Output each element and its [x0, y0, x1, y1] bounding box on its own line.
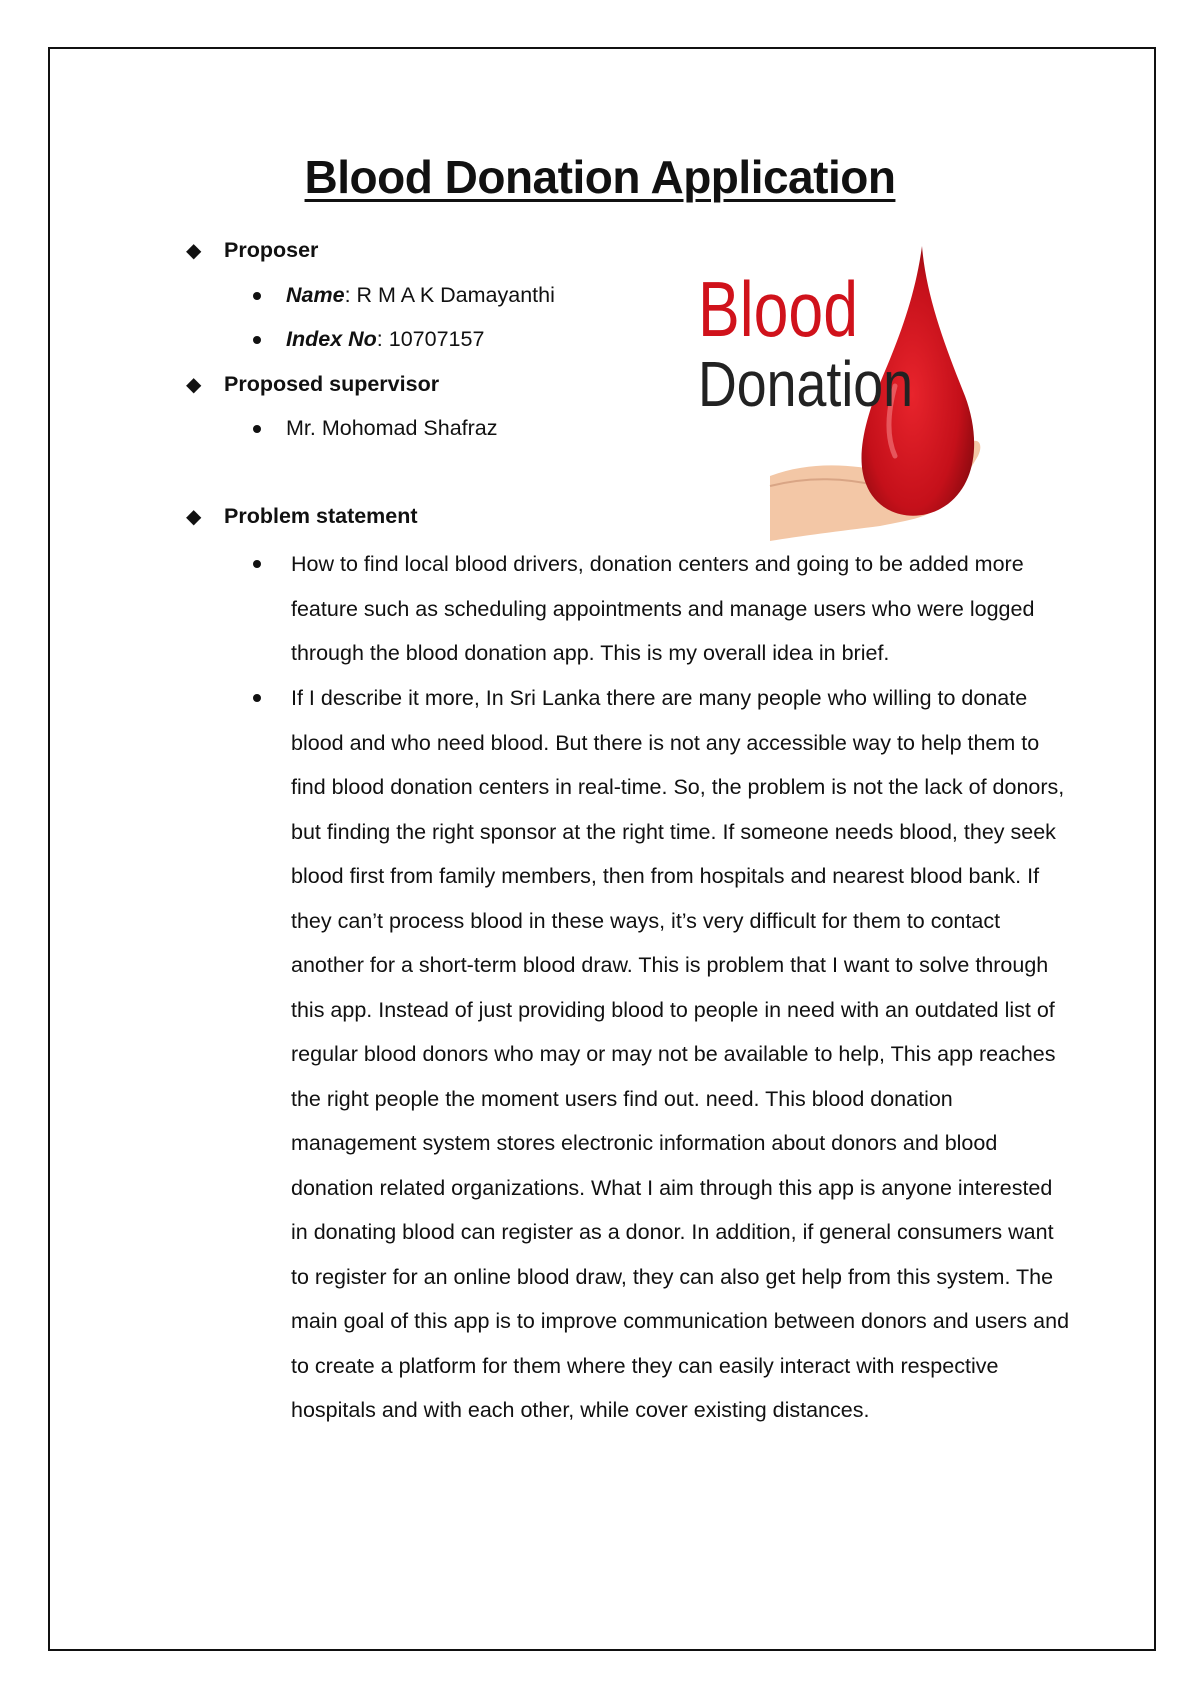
- proposer-name: [253, 283, 555, 308]
- proposer-index: [253, 327, 484, 352]
- problem-heading: [186, 504, 418, 529]
- diamond-bullet-icon: ◆: [186, 506, 202, 528]
- problem-paragraph-2: [253, 676, 1073, 1433]
- proposer-heading-text: Proposer: [224, 238, 319, 262]
- round-bullet-icon: [253, 292, 261, 300]
- problem-heading-text: Problem statement: [224, 504, 418, 528]
- round-bullet-icon: [253, 694, 261, 702]
- logo-word-blood: Blood: [698, 265, 858, 353]
- supervisor-heading-text: Proposed supervisor: [224, 372, 440, 396]
- diamond-bullet-icon: ◆: [186, 374, 202, 396]
- round-bullet-icon: [253, 425, 261, 433]
- round-bullet-icon: [253, 560, 261, 568]
- diamond-bullet-icon: ◆: [186, 240, 202, 262]
- index-label: Index No: [286, 327, 377, 351]
- supervisor-heading: [186, 372, 439, 397]
- name-label: Name: [286, 283, 345, 307]
- proposer-heading: [186, 238, 318, 263]
- supervisor-name-text: Mr. Mohomad Shafraz: [286, 416, 498, 440]
- blood-donation-logo: [690, 236, 1030, 546]
- logo-word-donation: Donation: [698, 348, 913, 420]
- problem-paragraph-1-text: How to find local blood drivers, donation centers and going to be added more feature such as scheduling appointments and manage users who were logged through the blood donation app. This is my overall idea in brief.: [291, 552, 1035, 665]
- problem-paragraph-1: [253, 542, 1073, 676]
- document-title: Blood Donation Application: [304, 151, 896, 203]
- supervisor-name: [253, 416, 498, 441]
- problem-paragraph-2-text: If I describe it more, In Sri Lanka there are many people who willing to donate blood and who need blood. But there is not any accessible way to help them to find blood donation centers in real-time. So, the problem is not the lack of donors, but finding the right sponsor at the right time. If someone needs blood, they seek blood first from family members, then from hospitals and nearest blood bank. If they can’t process blood in these ways, it’s very difficult for them to contact another for a short-term blood draw. This is problem that I want to solve through this app. Instead of just providing blood to people in need with an outdated list of regular blood donors who may or may not be available to help, This app reaches the right people the moment users find out. need. This blood donation management system stores electronic information about donors and blood donation related organizations. What I aim through this app is anyone interested in donating blood can register as a donor. In addition, if general consumers want to register for an online blood draw, they can also get help from this system. The main goal of this app is to improve communication between donors and users and to create a platform for them where they can easily interact with respective hospitals and with each other, while cover existing distances.: [291, 686, 1070, 1422]
- name-value: : R M A K Damayanthi: [344, 283, 555, 307]
- round-bullet-icon: [253, 336, 261, 344]
- index-value: : 10707157: [376, 327, 485, 351]
